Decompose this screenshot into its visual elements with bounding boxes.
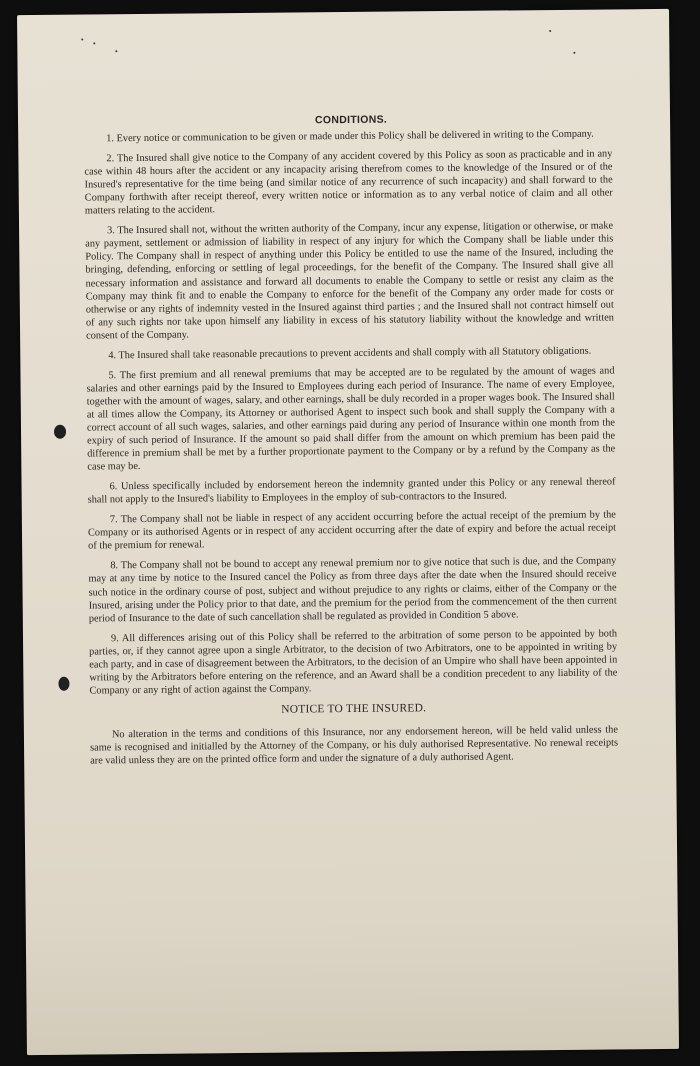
paper-speck [93,42,95,44]
paper-speck [549,30,551,32]
punch-hole [58,677,69,691]
condition-6: 6. Unless specifically included by endorsement hereon the indemnity granted under this Policy or any renewal thereof shall not apply to the Insured's liability to Employees in the employ of sub-contractors to the Insured. [87,476,616,506]
condition-5: 5. The first premium and all renewal premiums that may be accepted are to be regulated by the amount of wages and salaries and other earnings paid by the Insured to Employees during each period of Insurance. The name of every Employee, together with the amount of wages, salary, and other earnings, shall be duly recorded in a proper wages book. The Insured shall at all times allow the Company, its Attorney or authorised Agent to inspect such book and shall supply the Company with a correct account of all such wages, salaries, and other earnings paid during any period of Insurance within one month from the expiry of such period of Insurance. If the amount so paid shall differ from the amount on which premium has been paid the difference in premium shall be met by a further proportionate payment to the Company or by a refund by the Company as the case may be. [86,365,616,473]
conditions-heading: CONDITIONS. [314,113,388,127]
paper-speck [115,50,117,52]
document-body [84,111,618,767]
notice-heading: NOTICE TO THE INSURED. [281,702,427,716]
condition-9: 9. All differences arising out of this Policy shall be referred to the arbitration of some person to be appointed by both parties, or, if they cannot agree upon a single Arbitrator, to the decision of two Arbitrators, one to be appointed in writing by each party, and in case of disagreement between the Arbitrators, to the decision of an Umpire who shall have been appointed in writing by the Arbitrators before entering on the reference, and an Award shall be a condition precedent to any liability of the Company or any right of action against the Company. [89,628,618,697]
condition-8: 8. The Company shall not be bound to accept any renewal premium nor to give notice that such is due, and the Company may at any time by notice to the Insured cancel the Policy as from three days after the date when the Insured should receive such notice in the ordinary course of post, subject and without prejudice to any rights or claims, either of the Company or the Insured, arising under the Policy prior to that date, and the premium for the period from the commencement of the then current period of Insurance to the date of such cancellation shall be regulated as provided in Condition 5 above. [88,555,617,625]
document-page [17,9,679,1055]
condition-3: 3. The Insured shall not, without the written authority of the Company, incur any expense, litigation or otherwise, or make any payment, settlement or admission of liability in respect of any injury for which the Company shall be liable under this Policy. The Company shall in respect of anything under this Policy be entitled to use the name of the Insured, including the bringing, defending, enforcing or settling of legal proceedings, for the benefit of the Company. The Insured shall give all necessary information and assistance and forward all documents to enable the Company to settle or resist any claim as the Company may think fit and to enable the Company to enforce for the benefit of the Company any order made for costs or otherwise or any rights of indemnity vested in the Insured against third parties ; and the Insured shall not contract himself out of any such rights nor take upon himself any liability in excess of his statutory liability without the knowledge and written consent of the Company. [85,220,615,342]
paper-speck [81,39,83,41]
notice-text: No alteration in the terms and conditions of this Insurance, nor any endorsement hereon, will be held valid unless the same is recognised and initialled by the Attorney of the Company, or his duly authorised Representative. No renewal receipts are valid unless they are on the printed office form and under the signature of a duly authorised Agent. [90,724,619,767]
paper-speck [573,52,575,54]
condition-1: 1. Every notice or communication to be given or made under this Policy shall be delivered in writing to the Company. [106,128,594,145]
condition-4: 4. The Insured shall take reasonable precautions to prevent accidents and shall comply with all Statutory obligations. [108,345,592,362]
condition-7: 7. The Company shall not be liable in respect of any accident occurring before the actual receipt of the premium by the Company or its authorised Agents or in respect of any accident occurring after the date of expiry and before the actual receipt of the premium for renewal. [87,509,617,552]
condition-2: 2. The Insured shall give notice to the Company of any accident covered by this Policy as soon as practicable and in any case within 48 hours after the accident or any incapacity arising therefrom comes to the knowledge of the Insured or of the Insured's representative for the time being (and similar notice of any recurrence of such incapacity) and shall forward to the Company forthwith after receipt thereof, every written notice or information as to any verbal notice of claim and all other matters relating to the accident. [84,148,613,217]
punch-hole [54,425,66,439]
